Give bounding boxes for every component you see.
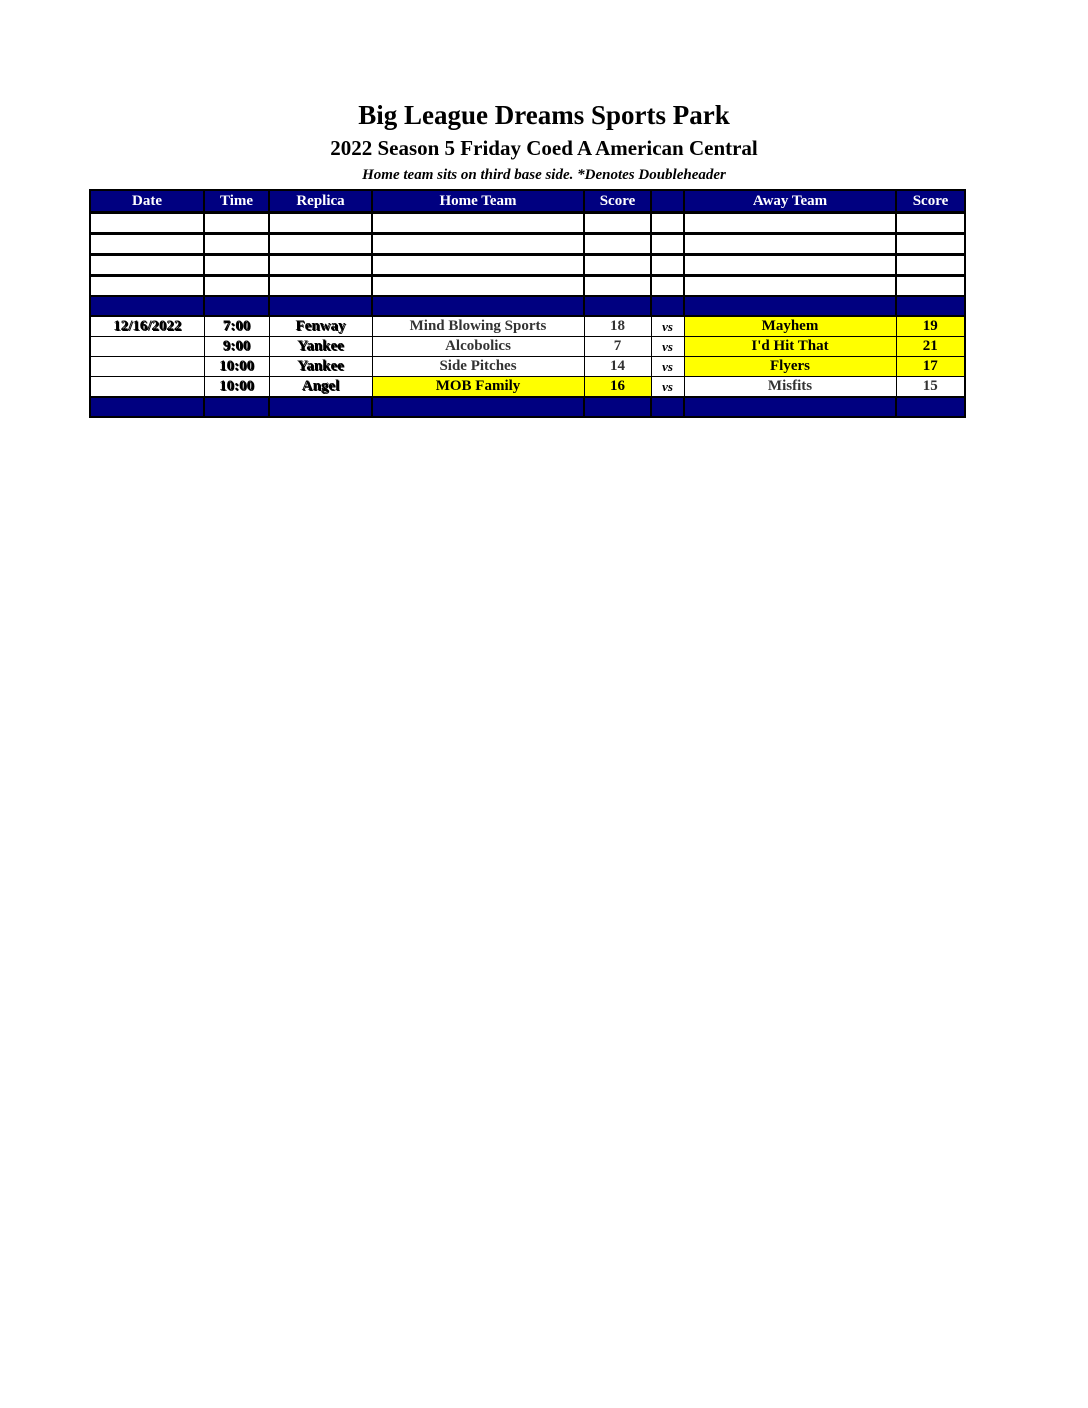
page-subtitle: 2022 Season 5 Friday Coed A American Central [330, 136, 758, 160]
schedule-table [89, 189, 966, 418]
empty-cell [204, 255, 269, 276]
band-cell [684, 296, 896, 316]
game-replica: Fenway [269, 316, 372, 337]
game-row [90, 377, 965, 398]
empty-cell [372, 234, 584, 255]
empty-cell [90, 255, 204, 276]
game-replica: Yankee [269, 357, 372, 377]
column-header-away-team: Away Team [684, 190, 896, 213]
away-score: 17 [896, 357, 965, 377]
game-date: 12/16/2022 [90, 316, 204, 337]
page-title: Big League Dreams Sports Park [358, 100, 730, 130]
game-time: 7:00 [204, 316, 269, 337]
column-header-home-score: Score [584, 190, 651, 213]
game-date [90, 357, 204, 377]
empty-cell [204, 213, 269, 234]
game-time: 9:00 [204, 337, 269, 357]
band-cell [204, 397, 269, 417]
away-team: I'd Hit That [684, 337, 896, 357]
column-header-time: Time [204, 190, 269, 213]
column-header-away-score: Score [896, 190, 965, 213]
empty-cell [269, 255, 372, 276]
empty-cell [372, 213, 584, 234]
empty-cell [90, 276, 204, 297]
empty-cell [584, 234, 651, 255]
vs-label: vs [651, 377, 684, 398]
divider-band [90, 397, 965, 417]
empty-cell [204, 276, 269, 297]
empty-cell [651, 213, 684, 234]
empty-cell [684, 213, 896, 234]
empty-cell [204, 234, 269, 255]
game-row [90, 316, 965, 337]
empty-cell [896, 234, 965, 255]
away-team: Flyers [684, 357, 896, 377]
empty-cell [372, 255, 584, 276]
column-header-home-team: Home Team [372, 190, 584, 213]
game-replica: Angel [269, 377, 372, 398]
game-row [90, 337, 965, 357]
empty-cell [90, 213, 204, 234]
band-cell [651, 397, 684, 417]
band-cell [372, 296, 584, 316]
away-score: 21 [896, 337, 965, 357]
band-cell [90, 296, 204, 316]
empty-cell [584, 276, 651, 297]
divider-band [90, 296, 965, 316]
band-cell [269, 296, 372, 316]
game-time: 10:00 [204, 377, 269, 398]
band-cell [269, 397, 372, 417]
empty-cell [269, 234, 372, 255]
empty-cell [90, 234, 204, 255]
empty-cell [684, 234, 896, 255]
game-replica: Yankee [269, 337, 372, 357]
blank-row [90, 234, 965, 255]
away-team: Mayhem [684, 316, 896, 337]
empty-cell [896, 276, 965, 297]
empty-cell [684, 255, 896, 276]
game-time: 10:00 [204, 357, 269, 377]
away-team: Misfits [684, 377, 896, 398]
home-team: MOB Family [372, 377, 584, 398]
empty-cell [651, 234, 684, 255]
empty-cell [651, 276, 684, 297]
home-team: Mind Blowing Sports [372, 316, 584, 337]
empty-cell [269, 276, 372, 297]
home-team: Side Pitches [372, 357, 584, 377]
empty-cell [651, 255, 684, 276]
home-score: 14 [584, 357, 651, 377]
empty-cell [372, 276, 584, 297]
band-cell [584, 397, 651, 417]
blank-row [90, 276, 965, 297]
band-cell [204, 296, 269, 316]
blank-row [90, 213, 965, 234]
vs-label: vs [651, 337, 684, 357]
band-cell [372, 397, 584, 417]
doubleheader-note: Home team sits on third base side. *Denotes Doubleheader [362, 167, 726, 183]
home-score: 7 [584, 337, 651, 357]
empty-cell [684, 276, 896, 297]
game-row [90, 357, 965, 377]
home-score: 18 [584, 316, 651, 337]
away-score: 15 [896, 377, 965, 398]
band-cell [896, 397, 965, 417]
game-date [90, 377, 204, 398]
empty-cell [896, 255, 965, 276]
home-score: 16 [584, 377, 651, 398]
blank-row [90, 255, 965, 276]
column-header-vs [651, 190, 684, 213]
band-cell [584, 296, 651, 316]
header-row [90, 190, 965, 213]
empty-cell [584, 213, 651, 234]
away-score: 19 [896, 316, 965, 337]
empty-cell [269, 213, 372, 234]
empty-cell [584, 255, 651, 276]
band-cell [896, 296, 965, 316]
game-date [90, 337, 204, 357]
empty-cell [896, 213, 965, 234]
vs-label: vs [651, 316, 684, 337]
column-header-date: Date [90, 190, 204, 213]
band-cell [684, 397, 896, 417]
band-cell [90, 397, 204, 417]
vs-label: vs [651, 357, 684, 377]
band-cell [651, 296, 684, 316]
home-team: Alcobolics [372, 337, 584, 357]
column-header-replica: Replica [269, 190, 372, 213]
